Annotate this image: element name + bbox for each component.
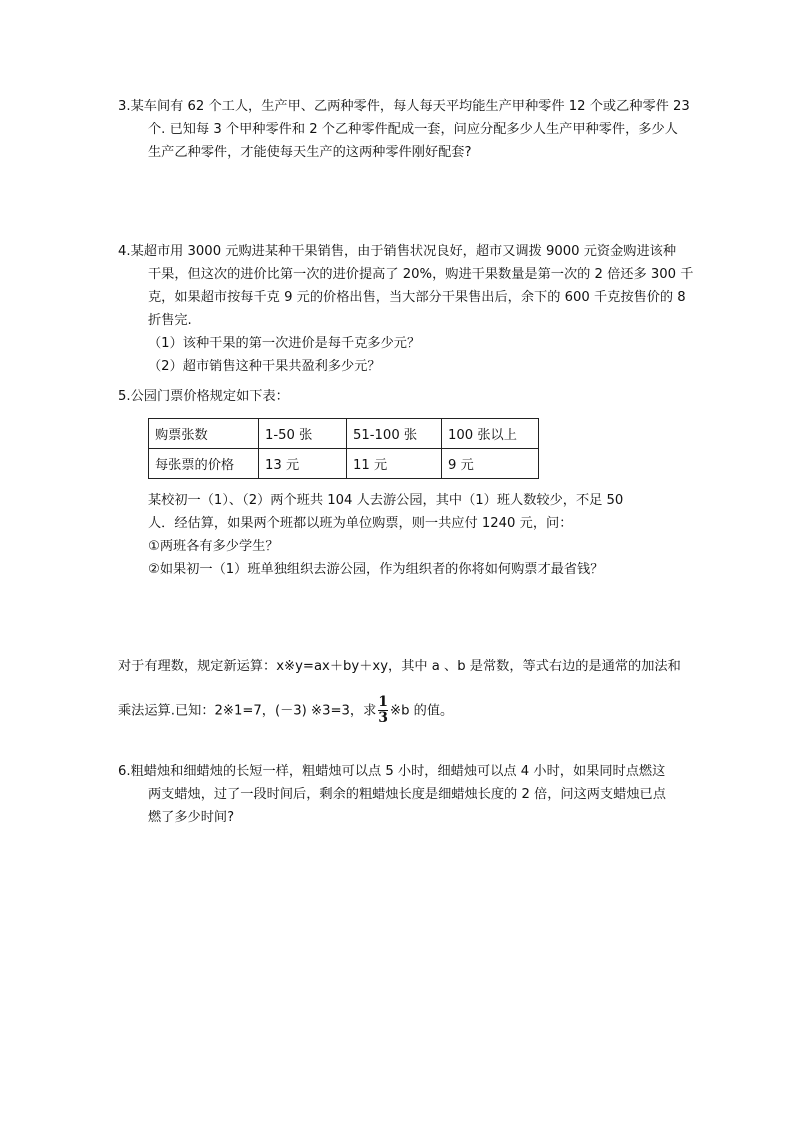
table-cell: 13 元 bbox=[259, 449, 347, 479]
table-cell: 11 元 bbox=[347, 449, 442, 479]
q4-line-3: 克，如果超市按每千克 9 元的价格出售，当大部分干果售出后，余下的 600 千克按售价的 8 bbox=[148, 290, 686, 305]
q5-line-1: 某校初一（1）、（2）两个班共 104 人去游公园，其中（1）班人数较少，不足 50 bbox=[148, 493, 624, 508]
q6-line-1: 6.粗蜡烛和细蜡烛的长短一样，粗蜡烛可以点 5 小时，细蜡烛可以点 4 小时，如果同时点燃这 bbox=[118, 764, 666, 779]
question-5 bbox=[118, 385, 708, 408]
newop-line-2-text: 乘法运算.已知：2※1=7，(－3) ※3=3，求 bbox=[118, 703, 377, 719]
q4-line-2: 干果，但这次的进价比第一次的进价提高了 20%，购进干果数量是第一次的 2 倍还多 300 千 bbox=[148, 267, 694, 282]
newop-line-2 bbox=[118, 695, 708, 727]
q4-sub-question-2: （2）超市销售这种干果共盈利多少元？ bbox=[148, 359, 381, 374]
q6-line-3: 燃了多少时间? bbox=[148, 810, 235, 825]
table-cell: 9 元 bbox=[442, 449, 539, 479]
question-3 bbox=[118, 95, 708, 164]
table-cell: 购票张数 bbox=[149, 419, 259, 449]
question-6 bbox=[118, 760, 708, 829]
q5-sub-question-2: ②如果初一（1）班单独组织去游公园，作为组织者的你将如何购票才最省钱？ bbox=[148, 562, 604, 577]
table-cell: 100 张以上 bbox=[442, 419, 539, 449]
table-cell: 51-100 张 bbox=[347, 419, 442, 449]
q3-line-2: 个. 已知每 3 个甲种零件和 2 个乙种零件配成一套，问应分配多少人生产甲种零件，多少人 bbox=[148, 122, 678, 137]
q6-line-2: 两支蜡烛，过了一段时间后，剩余的粗蜡烛长度是细蜡烛长度的 2 倍，问这两支蜡烛已点 bbox=[148, 787, 666, 802]
q4-line-4: 折售完. bbox=[148, 313, 192, 328]
table-row bbox=[149, 419, 539, 449]
q5-sub-question-1: ①两班各有多少学生？ bbox=[148, 539, 279, 554]
fraction-one-third bbox=[378, 695, 388, 726]
fraction-numerator: 1 bbox=[378, 694, 389, 710]
new-operation-question bbox=[118, 655, 708, 727]
question-5-body bbox=[118, 489, 708, 581]
newop-line-2-tail: ※b 的值。 bbox=[390, 703, 454, 719]
q4-sub-question-1: （1）该种干果的第一次进价是每千克多少元？ bbox=[148, 336, 421, 351]
table-cell: 每张票的价格 bbox=[149, 449, 259, 479]
ticket-price-table bbox=[148, 418, 539, 479]
table-row bbox=[149, 449, 539, 479]
q3-line-3: 生产乙种零件，才能使每天生产的这两种零件刚好配套? bbox=[148, 145, 472, 160]
q5-line-2: 人．经估算，如果两个班都以班为单位购票，则一共应付 1240 元，问： bbox=[148, 516, 573, 531]
fraction-denominator: 3 bbox=[378, 710, 389, 726]
question-4 bbox=[118, 240, 708, 378]
table-cell: 1-50 张 bbox=[259, 419, 347, 449]
q3-line-1: 3.某车间有 62 个工人，生产甲、乙两种零件，每人每天平均能生产甲种零件 12 个或乙种零件 23 bbox=[118, 99, 690, 114]
newop-line-1: 对于有理数，规定新运算：x※y=ax＋by＋xy，其中 a 、b 是常数，等式右边的是通常的加法和 bbox=[118, 659, 681, 674]
q4-line-1: 4.某超市用 3000 元购进某种干果销售，由于销售状况良好，超市又调拨 9000 元资金购进该种 bbox=[118, 244, 677, 259]
q5-title: 5.公园门票价格规定如下表： bbox=[118, 389, 289, 404]
